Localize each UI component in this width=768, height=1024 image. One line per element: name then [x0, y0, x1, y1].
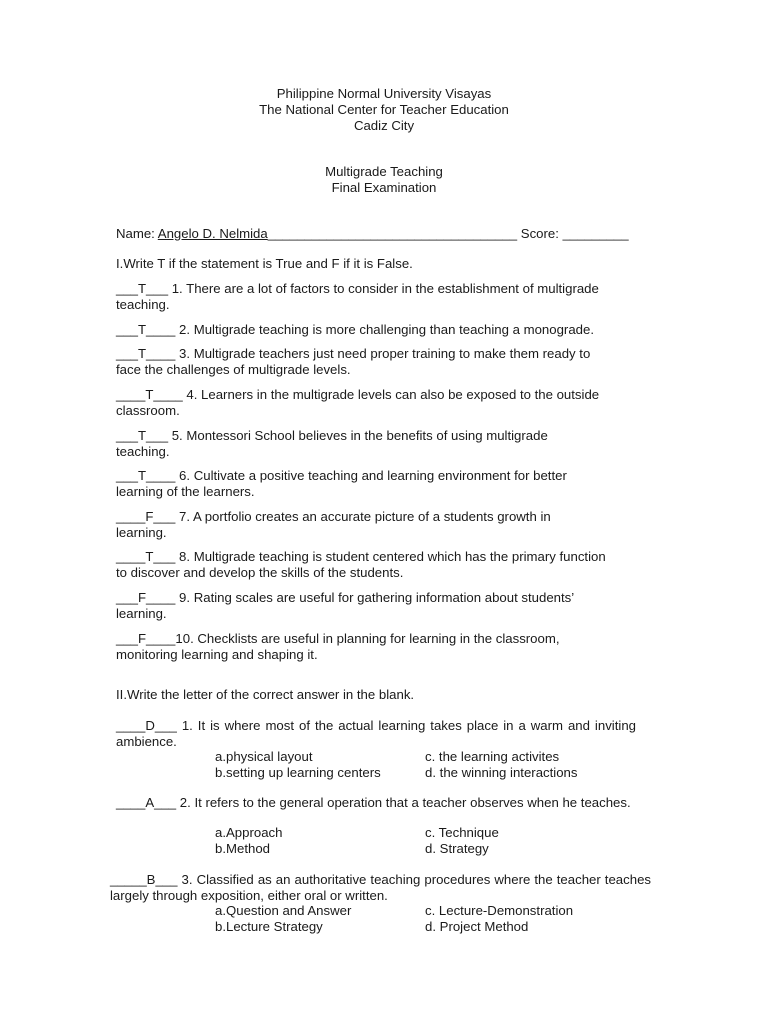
option: b.Lecture Strategy — [215, 919, 323, 934]
score-blank: _________ — [562, 226, 629, 241]
list-item: ___T____ 2. Multigrade teaching is more challenging than teaching a monograde. — [116, 322, 594, 337]
option: c. Technique — [425, 825, 499, 840]
answer-options — [215, 749, 635, 781]
university-header — [0, 86, 768, 134]
option: a.physical layout — [215, 749, 313, 764]
name-score-line — [116, 226, 656, 242]
exam-header — [0, 164, 768, 196]
answer-options — [215, 903, 635, 935]
list-item: ___T____ 3. Multigrade teachers just need proper training to make them ready to face the challenges of multigrade levels. — [116, 346, 591, 377]
course-title: Multigrade Teaching — [325, 164, 443, 179]
question-text: _____B___ 3. Classified as an authoritative teaching procedures where the teacher teaches largely through exposition, either oral or written. — [110, 872, 651, 903]
option: c. the learning activites — [425, 749, 560, 764]
question-text: ____A___ 2. It refers to the general operation that a teacher observes when he teaches. — [116, 795, 631, 810]
student-name: Angelo D. Nelmida — [157, 226, 268, 241]
part2-instruction: II.Write the letter of the correct answer in the blank. — [116, 687, 415, 702]
list-item: ____T____ 4. Learners in the multigrade levels can also be exposed to the outside classroom. — [116, 387, 600, 418]
exam-title: Final Examination — [331, 180, 437, 195]
option: d. the winning interactions — [425, 765, 578, 780]
option: c. Lecture-Demonstration — [425, 903, 574, 918]
list-item: ____F___ 7. A portfolio creates an accurate picture of a students growth in learning. — [116, 509, 551, 540]
option: a.Approach — [215, 825, 283, 840]
list-item: ____T___ 8. Multigrade teaching is student centered which has the primary function to discover and develop the skills of the students. — [116, 549, 606, 580]
center-name: The National Center for Teacher Education — [259, 102, 509, 117]
part1-instruction: I.Write T if the statement is True and F if it is False. — [116, 256, 413, 271]
option: b.setting up learning centers — [215, 765, 381, 780]
list-item: ___F____ 9. Rating scales are useful for gathering information about students’ learning. — [116, 590, 575, 621]
question-text: ____D___ 1. It is where most of the actual learning takes place in a warm and inviting ambience. — [116, 718, 636, 749]
list-item: ___T___ 5. Montessori School believes in the benefits of using multigrade teaching. — [116, 428, 548, 459]
name-label: Name: — [116, 226, 158, 241]
name-blank: __________________________________ — [267, 226, 518, 241]
option: d. Strategy — [425, 841, 489, 856]
city-name: Cadiz City — [353, 118, 415, 133]
list-item: ___F____10. Checklists are useful in planning for learning in the classroom, monitoring learning and shaping it. — [116, 631, 560, 662]
list-item: ___T____ 6. Cultivate a positive teaching and learning environment for better learning of the learners. — [116, 468, 567, 499]
option: a.Question and Answer — [215, 903, 352, 918]
university-name: Philippine Normal University Visayas — [276, 86, 492, 101]
list-item: ___T___ 1. There are a lot of factors to consider in the establishment of multigrade teaching. — [116, 281, 599, 312]
option: b.Method — [215, 841, 270, 856]
score-label: Score: — [517, 226, 563, 241]
option: d. Project Method — [425, 919, 529, 934]
answer-options — [215, 825, 635, 857]
